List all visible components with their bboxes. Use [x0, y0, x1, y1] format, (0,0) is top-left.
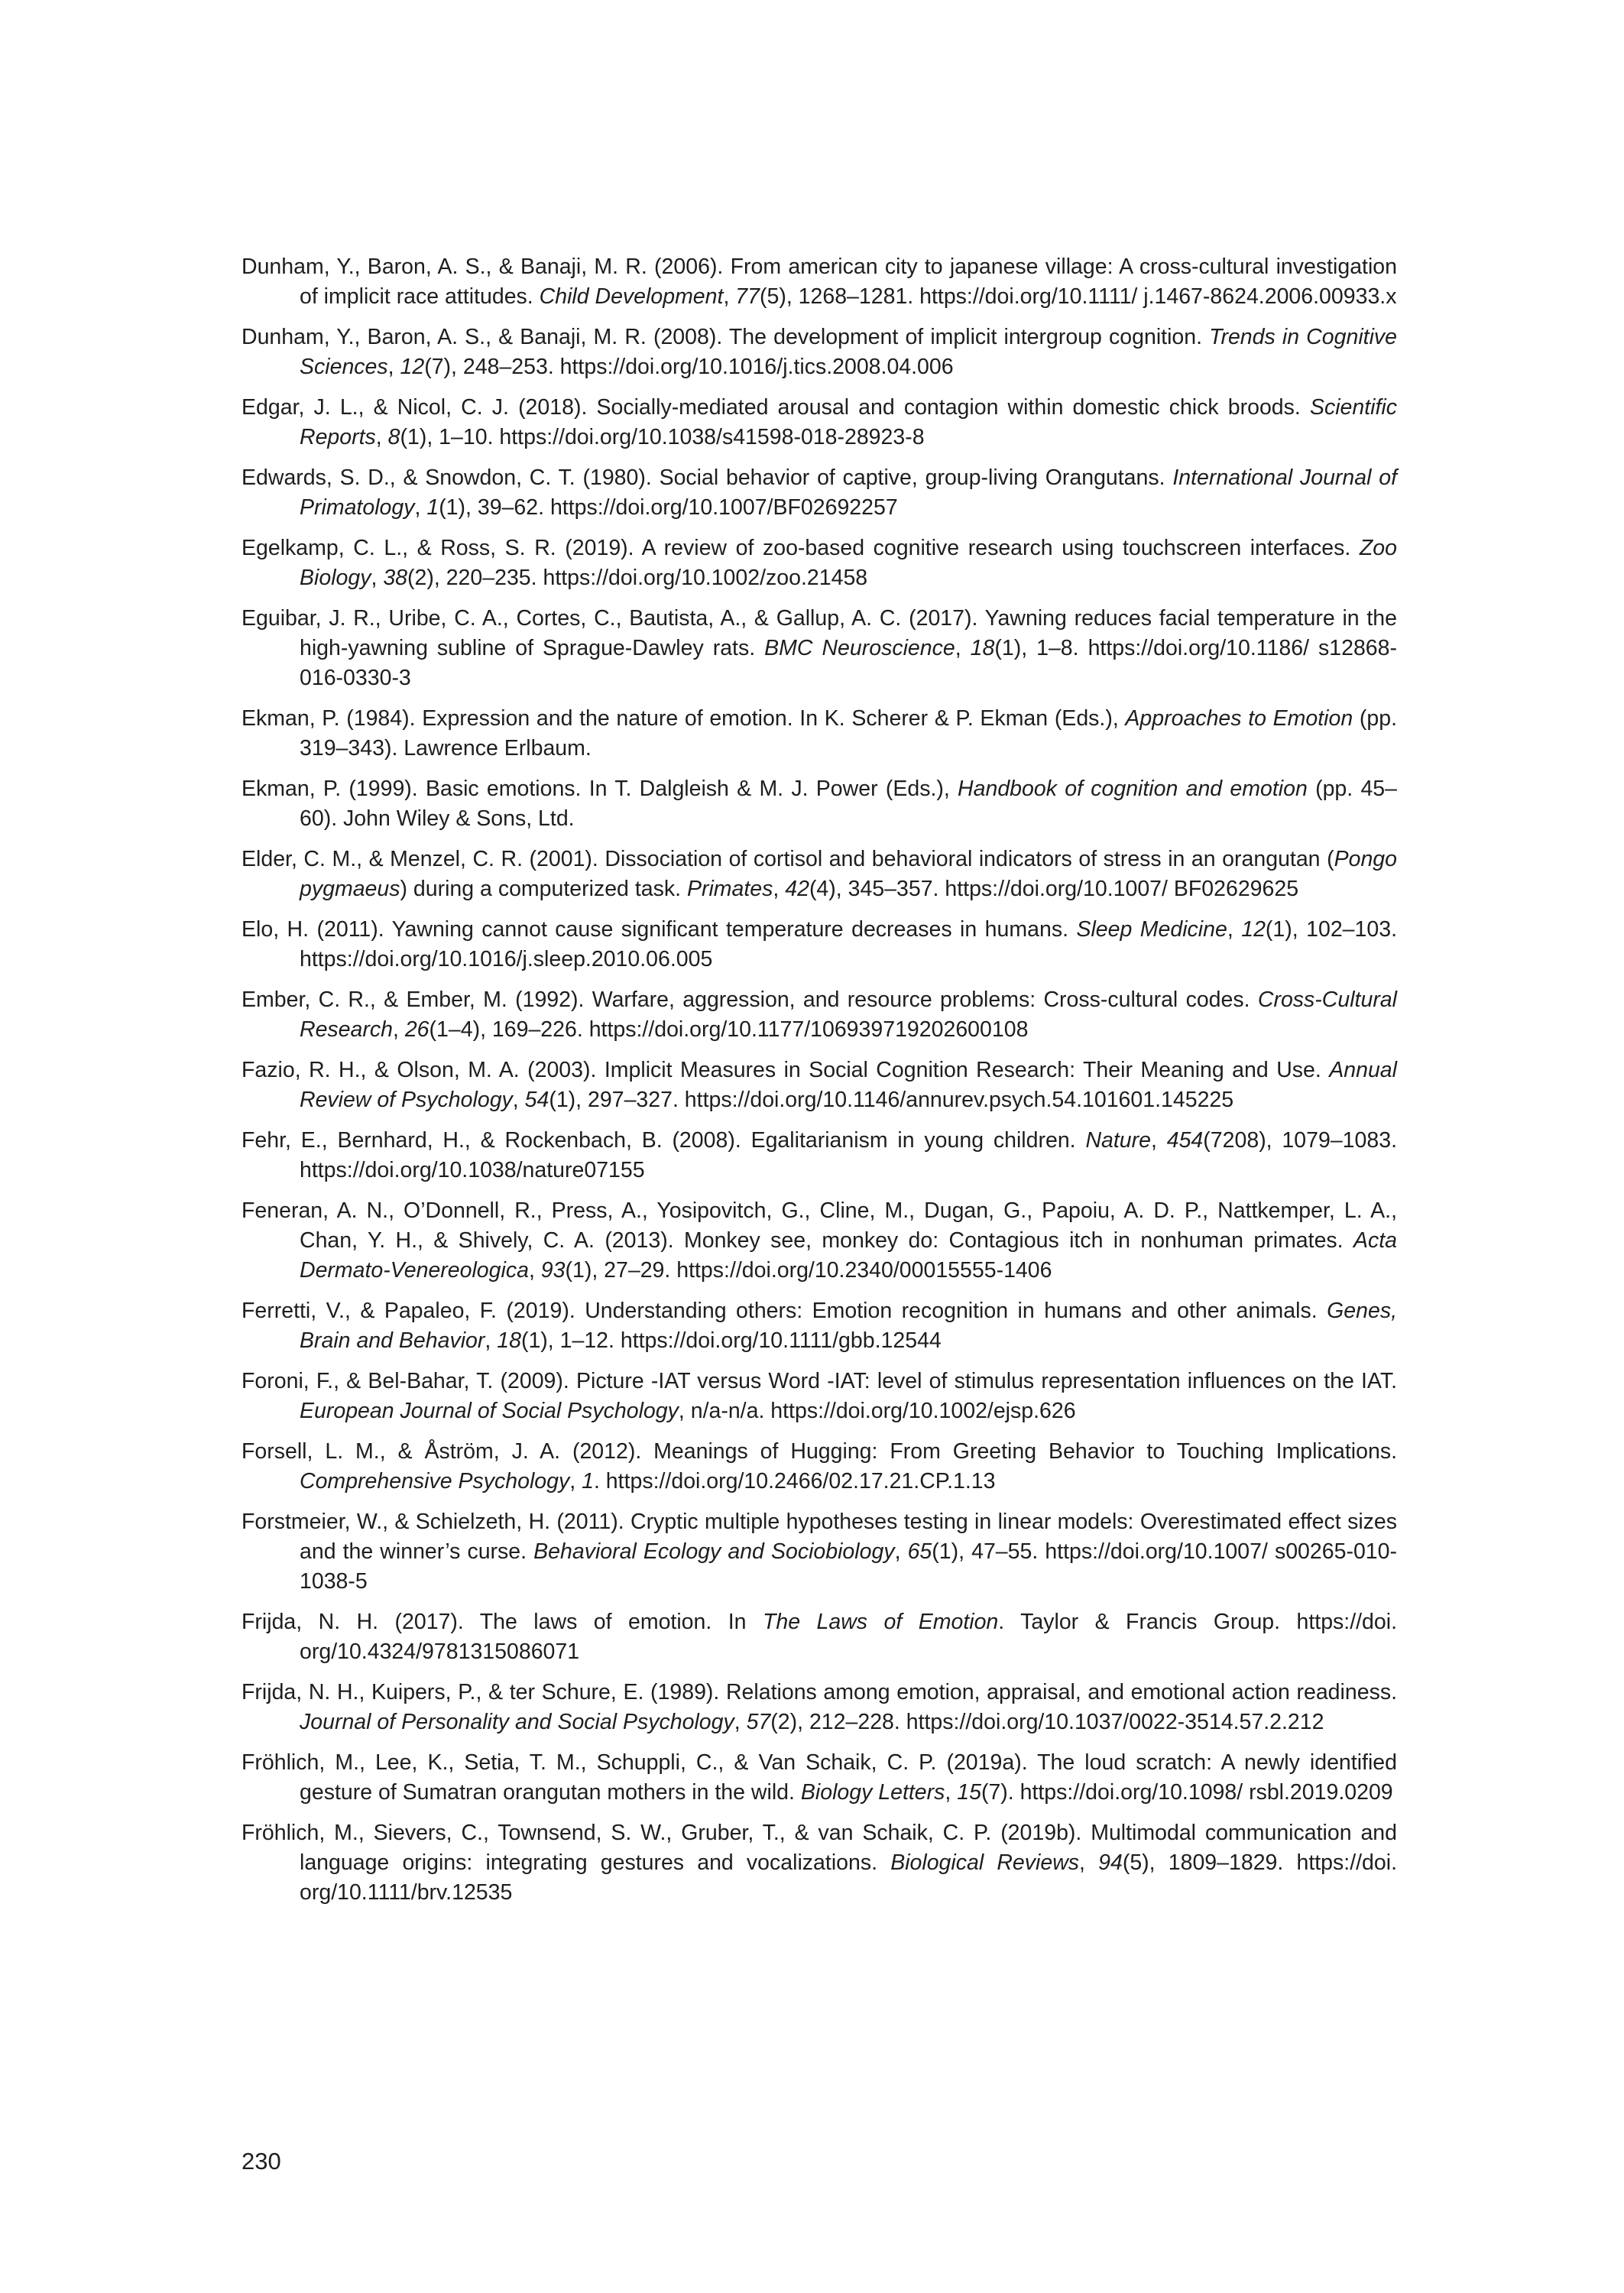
reference-text: (1), 1–10. https://doi.org/10.1038/s41598-018-28923-8	[400, 425, 925, 449]
reference-text: Ember, C. R., & Ember, M. (1992). Warfare, aggression, and resource problems: Cross-cultural codes.	[241, 988, 1258, 1012]
reference-text: ,	[375, 425, 388, 449]
reference-italic-text: Genes, Brain and Behavior	[300, 1299, 1397, 1353]
reference-text: (1), 27–29. https://doi.org/10.2340/00015555-1406	[565, 1258, 1052, 1283]
reference-italic-text: 1	[426, 495, 439, 520]
reference-text: (pp. 319–343). Lawrence Erlbaum.	[300, 706, 1397, 761]
reference-entry	[241, 1607, 1397, 1667]
reference-entry	[241, 915, 1397, 975]
reference-italic-text: Scientific Reports	[300, 395, 1397, 449]
reference-list	[241, 252, 1397, 1918]
reference-italic-text: Child Development	[539, 284, 724, 309]
reference-text: ,	[512, 1088, 525, 1112]
reference-entry	[241, 774, 1397, 834]
reference-italic-text: 42	[785, 877, 809, 901]
page-number: 230	[241, 2148, 281, 2175]
reference-italic-text: Annual Review of Psychology	[300, 1058, 1397, 1112]
reference-entry	[241, 1748, 1397, 1808]
reference-text: Eguibar, J. R., Uribe, C. A., Cortes, C., Bautista, A., & Gallup, A. C. (2017). Yawning reduces facial temperature in the high-yawning subline of Sprague-Dawley rats.	[241, 606, 1397, 660]
reference-text: ,	[773, 877, 786, 901]
reference-text: ,	[945, 1780, 958, 1805]
reference-text: Feneran, A. N., O’Donnell, R., Press, A., Yosipovitch, G., Cline, M., Dugan, G., Papoiu, A. D. P., Nattkemper, L. A., Chan, Y. H., & Shively, C. A. (2013). Monkey see, monkey do: Contagious itch in nonhuman primates.	[241, 1198, 1397, 1253]
reference-italic-text: European Journal of Social Psychology	[300, 1399, 679, 1423]
reference-text: Ekman, P. (1984). Expression and the nature of emotion. In K. Scherer & P. Ekman (Eds.),	[241, 706, 1126, 731]
reference-entry	[241, 1126, 1397, 1185]
reference-text: Fehr, E., Bernhard, H., & Rockenbach, B. (2008). Egalitarianism in young children.	[241, 1128, 1086, 1153]
reference-text: , n/a-n/a. https://doi.org/10.1002/ejsp.626	[678, 1399, 1076, 1423]
reference-text: ,	[392, 1017, 405, 1042]
reference-entry	[241, 1678, 1397, 1737]
reference-italic-text: 93	[540, 1258, 566, 1283]
reference-entry	[241, 1056, 1397, 1115]
reference-italic-text: Acta Dermato-Venereologica	[300, 1228, 1397, 1283]
reference-text: ,	[1227, 917, 1242, 942]
reference-italic-text: Behavioral Ecology and Sociobiology	[533, 1539, 895, 1564]
reference-italic-text: 18	[497, 1328, 521, 1353]
reference-text: ,	[528, 1258, 541, 1283]
reference-text: (1), 102–103. https://doi.org/10.1016/j.sleep.2010.06.005	[300, 917, 1397, 971]
reference-italic-text: Comprehensive Psychology	[300, 1469, 570, 1494]
reference-entry	[241, 845, 1397, 904]
reference-italic-text: 454	[1166, 1128, 1204, 1153]
reference-text: Fazio, R. H., & Olson, M. A. (2003). Implicit Measures in Social Cognition Research: Their Meaning and Use.	[241, 1058, 1330, 1082]
reference-entry	[241, 1367, 1397, 1426]
reference-text: ,	[723, 284, 736, 309]
reference-entry	[241, 534, 1397, 593]
reference-text: Ekman, P. (1999). Basic emotions. In T. Dalgleish & M. J. Power (Eds.),	[241, 777, 958, 801]
reference-italic-text: 12	[400, 355, 425, 379]
reference-text: (pp. 45–60). John Wiley & Sons, Ltd.	[300, 777, 1397, 831]
reference-italic-text: 77	[735, 284, 760, 309]
reference-entry	[241, 1818, 1397, 1908]
reference-text: (1), 1–8. https://doi.org/10.1186/ s12868-016-0330-3	[300, 636, 1397, 690]
reference-italic-text: Biology Letters	[800, 1780, 945, 1805]
reference-text: (1–4), 169–226. https://doi.org/10.1177/106939719202600108	[429, 1017, 1029, 1042]
reference-entry	[241, 985, 1397, 1045]
reference-italic-text: Cross-Cultural Research	[300, 988, 1397, 1042]
reference-text: (5), 1809–1829. https://doi. org/10.1111/brv.12535	[300, 1850, 1397, 1905]
reference-entry	[241, 1296, 1397, 1356]
reference-text: ,	[734, 1710, 747, 1734]
reference-text: Egelkamp, C. L., & Ross, S. R. (2019). A review of zoo-based cognitive research using touchscreen interfaces.	[241, 536, 1360, 560]
reference-text: (1), 1–12. https://doi.org/10.1111/gbb.12544	[520, 1328, 942, 1353]
reference-text: (7), 248–253. https://doi.org/10.1016/j.tics.2008.04.006	[424, 355, 954, 379]
reference-italic-text: 15	[957, 1780, 981, 1805]
reference-italic-text: Trends in Cognitive Sciences	[300, 325, 1398, 379]
reference-text: ,	[414, 495, 427, 520]
reference-text: Edwards, S. D., & Snowdon, C. T. (1980). Social behavior of captive, group-living Orangutans.	[241, 465, 1173, 490]
reference-text: ,	[955, 636, 971, 660]
reference-text: (7208), 1079–1083. https://doi.org/10.1038/nature07155	[300, 1128, 1397, 1182]
reference-italic-text: Zoo Biology	[300, 536, 1397, 590]
reference-text: Ferretti, V., & Papaleo, F. (2019). Understanding others: Emotion recognition in humans and other animals.	[241, 1299, 1327, 1323]
reference-entry	[241, 323, 1397, 382]
reference-entry	[241, 604, 1397, 693]
reference-text: (1), 297–327. https://doi.org/10.1146/annurev.psych.54.101601.145225	[549, 1088, 1234, 1112]
reference-italic-text: Journal of Personality and Social Psychology	[300, 1710, 734, 1734]
reference-text: (7). https://doi.org/10.1098/ rsbl.2019.0209	[981, 1780, 1393, 1805]
reference-text: Elder, C. M., & Menzel, C. R. (2001). Dissociation of cortisol and behavioral indicators of stress in an orangutan (	[241, 847, 1334, 871]
reference-italic-text: Sleep Medicine	[1076, 917, 1227, 942]
reference-entry	[241, 1196, 1397, 1286]
reference-text: (2), 220–235. https://doi.org/10.1002/zoo.21458	[407, 566, 868, 590]
reference-text: ,	[1079, 1850, 1099, 1875]
reference-entry	[241, 463, 1397, 523]
reference-italic-text: International Journal of Primatology	[300, 465, 1397, 520]
reference-entry	[241, 393, 1397, 452]
reference-italic-text: 54	[524, 1088, 549, 1112]
reference-italic-text: 57	[746, 1710, 771, 1734]
reference-text: ,	[387, 355, 400, 379]
reference-text: Foroni, F., & Bel-Bahar, T. (2009). Picture -IAT versus Word -IAT: level of stimulus representation influences on the IAT.	[241, 1369, 1397, 1393]
reference-text: Frijda, N. H. (2017). The laws of emotion. In	[241, 1610, 763, 1634]
reference-text: Edgar, J. L., & Nicol, C. J. (2018). Socially-mediated arousal and contagion within domestic chick broods.	[241, 395, 1310, 420]
reference-entry	[241, 704, 1397, 764]
reference-italic-text: Nature	[1085, 1128, 1151, 1153]
reference-italic-text: 26	[404, 1017, 430, 1042]
reference-italic-text: 18	[970, 636, 995, 660]
reference-italic-text: 65	[907, 1539, 932, 1564]
reference-text: Fröhlich, M., Lee, K., Setia, T. M., Schuppli, C., & Van Schaik, C. P. (2019a). The loud scratch: A newly identified gesture of Sumatran orangutan mothers in the wild.	[241, 1750, 1397, 1805]
reference-text: Dunham, Y., Baron, A. S., & Banaji, M. R. (2006). From american city to japanese village: A cross-cultural investigation of implicit race attitudes.	[241, 255, 1397, 309]
reference-italic-text: Biological Reviews	[890, 1850, 1080, 1875]
reference-italic-text: Handbook of cognition and emotion	[958, 777, 1308, 801]
reference-italic-text: 94	[1098, 1850, 1123, 1875]
reference-text: . Taylor & Francis Group. https://doi. org/10.4324/9781315086071	[300, 1610, 1398, 1664]
reference-text: (5), 1268–1281. https://doi.org/10.1111/ j.1467-8624.2006.00933.x	[759, 284, 1397, 309]
reference-text: Frijda, N. H., Kuipers, P., & ter Schure, E. (1989). Relations among emotion, appraisal, and emotional action readiness.	[241, 1680, 1397, 1704]
reference-entry	[241, 252, 1397, 312]
reference-italic-text: 38	[383, 566, 408, 590]
reference-italic-text: Approaches to Emotion	[1125, 706, 1353, 731]
reference-italic-text: Primates	[686, 877, 773, 901]
reference-italic-text: The Laws of Emotion	[762, 1610, 999, 1634]
reference-text: Forsell, L. M., & Åström, J. A. (2012). Meanings of Hugging: From Greeting Behavior to Touching Implications.	[241, 1439, 1397, 1464]
reference-text: Fröhlich, M., Sievers, C., Townsend, S. W., Gruber, T., & van Schaik, C. P. (2019b). Multimodal communication and language origins: integrating gestures and vocalizations.	[241, 1821, 1397, 1875]
reference-text: (1), 47–55. https://doi.org/10.1007/ s00265-010-1038-5	[300, 1539, 1397, 1594]
reference-text: ,	[1150, 1128, 1167, 1153]
reference-text: ) during a computerized task.	[400, 877, 687, 901]
reference-text: (1), 39–62. https://doi.org/10.1007/BF02692257	[439, 495, 898, 520]
reference-text: Elo, H. (2011). Yawning cannot cause significant temperature decreases in humans.	[241, 917, 1077, 942]
reference-italic-text: 1	[582, 1469, 594, 1494]
reference-text: ,	[569, 1469, 582, 1494]
reference-italic-text: 8	[387, 425, 400, 449]
reference-italic-text: 12	[1241, 917, 1266, 942]
reference-italic-text: BMC Neuroscience	[764, 636, 955, 660]
reference-entry	[241, 1437, 1397, 1497]
reference-text: (4), 345–357. https://doi.org/10.1007/ BF02629625	[809, 877, 1299, 901]
reference-italic-text: Pongo pygmaeus	[300, 847, 1397, 901]
reference-text: . https://doi.org/10.2466/02.17.21.CP.1.13	[593, 1469, 996, 1494]
reference-text: ,	[485, 1328, 498, 1353]
reference-text: ,	[371, 566, 384, 590]
reference-text: Forstmeier, W., & Schielzeth, H. (2011). Cryptic multiple hypotheses testing in linear models: Overestimated effect sizes and the winner’s curse.	[241, 1510, 1397, 1564]
reference-text: Dunham, Y., Baron, A. S., & Banaji, M. R. (2008). The development of implicit intergroup cognition.	[241, 325, 1210, 349]
reference-text: (2), 212–228. https://doi.org/10.1037/0022-3514.57.2.212	[770, 1710, 1324, 1734]
reference-entry	[241, 1507, 1397, 1597]
reference-text: ,	[894, 1539, 908, 1564]
